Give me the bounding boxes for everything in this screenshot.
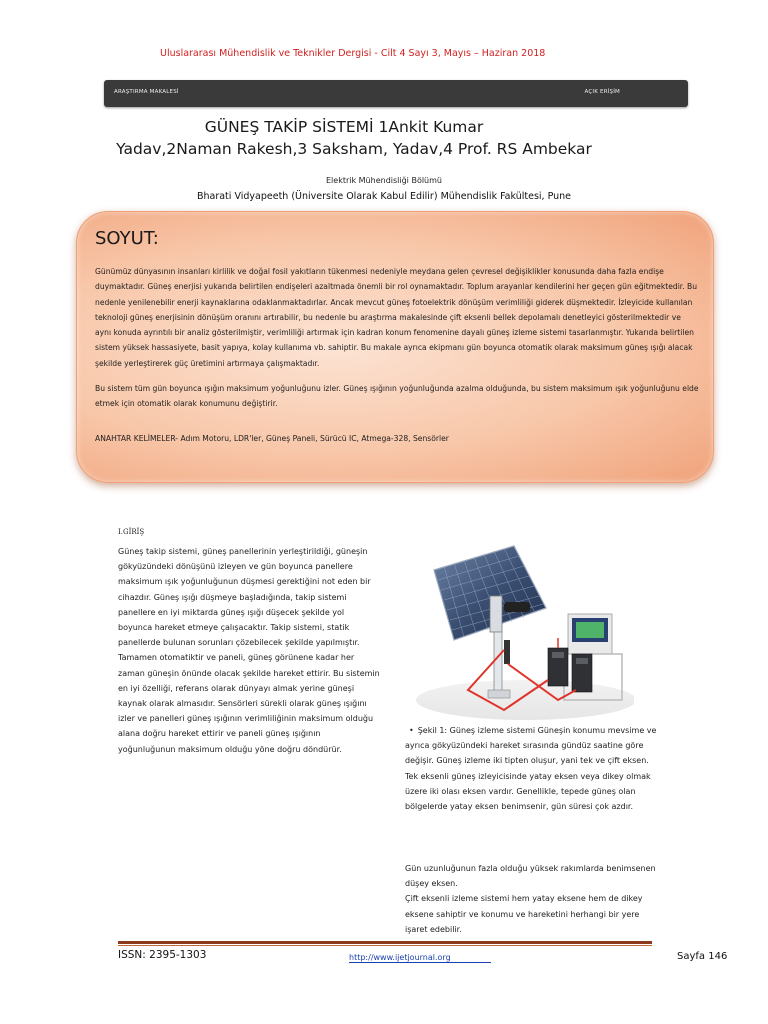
footer-issn: ISSN: 2395-1303 (118, 949, 207, 961)
right-column-paragraph (405, 861, 660, 937)
banner-research-article: ARAŞTIRMA MAKALESİ (114, 89, 179, 95)
department: Elektrik Mühendisliği Bölümü (326, 176, 442, 185)
abstract-paragraph-2: Bu sistem tüm gün boyunca ışığın maksimum yoğunluğunu izler. Güneş ışığının yoğunluğunda azalma olduğunda, bu sistem maksimum ışık yoğunluğunu elde etmek için otomatik olarak konumunu değiştirir. (95, 384, 699, 409)
right-paragraph-line-b: Çift eksenli izleme sistemi hem yatay eksene hem de dikey eksene sahiptir ve konumu ve hareketini herhangi bir yere işaret edebilir. (405, 894, 643, 934)
abstract-heading: SOYUT: (95, 228, 159, 249)
abstract-keywords: ANAHTAR KELİMELER- Adım Motoru, LDR'ler, Güneş Paneli, Sürücü IC, Atmega-328, Sensörler (95, 434, 449, 443)
section-heading-intro: I.GİRİŞ (118, 528, 145, 536)
solar-tracker-figure (408, 540, 634, 720)
figure-caption-text: Şekil 1: Güneş izleme sistemi Güneşin konumu mevsime ve ayrıca gökyüzündeki hareket sırasında gündüz saatine göre değişir. Güneş izleme iki tipten oluşur, yani tek ve çift eksen. Tek eksenli güneş izleyicisinde yatay eksen veya dikey olmak üzere iki olası eksen vardır. Genellikle, tepede güneş olan bölgelerde yatay eksen benimsenir, gün süresi çok azdır. (405, 726, 657, 812)
footer-rule-thin (118, 945, 652, 946)
footer-rule (118, 941, 652, 944)
abstract-box (76, 211, 714, 483)
footer-journal-link[interactable]: http://www.ijetjournal.org (349, 953, 491, 963)
article-banner (104, 80, 688, 107)
footer-page-number: Sayfa 146 (677, 951, 728, 962)
banner-open-access: AÇIK ERİŞİM (584, 89, 620, 95)
right-paragraph-line-a: Gün uzunluğunun fazla olduğu yüksek rakımlarda benimsenen düşey eksen. (405, 864, 656, 889)
figure-caption (405, 723, 660, 814)
solar-tracker-illustration (408, 540, 634, 720)
institution: Bharati Vidyapeeth (Üniversite Olarak Kabul Edilir) Mühendislik Fakültesi, Pune (196, 191, 572, 202)
journal-header: Uluslararası Mühendislik ve Teknikler Dergisi - Cilt 4 Sayı 3, Mayıs – Haziran 2018 (160, 48, 546, 59)
intro-body: Güneş takip sistemi, güneş panellerinin yerleştirildiği, güneşin gökyüzündeki dönüşünü izleyen ve gün boyunca panellere maksimum ışık yoğunluğunun düşmesi gerektiğini not eden bir cihazdır. Güneş ışığı düşmeye başladığında, takip sistemi panellere en iyi miktarda güneş ışığı düşecek şekilde yol boyunca hareket etmeye çalışacaktır. Takip sistemi, statik panellerde bulunan sorunları çözebilecek şekilde yapılmıştır. Tamamen otomatiktir ve paneli, güneş görünene kadar her zaman güneşin önünde olacak şekilde hareket ettirir. Bu sistemin en iyi özelliği, referans olarak dünyayı almak yerine güneşi kaynak olarak almasıdır. Sensörleri sürekli olarak güneş ışığını izler ve panelleri güneş ışığının verimliliğinin maksimum olduğu alana doğru hareket ettirir ve paneli güneş ışığının yoğunluğunun maksimum olduğu yöne doğru döndürür. (118, 547, 380, 754)
abstract-paragraph-1: Günümüz dünyasının insanları kirlilik ve doğal fosil yakıtların tükenmesi nedeniyle meydana gelen çevresel değişiklikler konusunda daha fazla endişe duymaktadır. Güneş enerjisi yukarıda belirtilen endişeleri azaltmada önemli bir rol oynamaktadır. Toplum arayanlar kendilerini her geçen gün eğitmektedir. Bu nedenle yenilenebilir enerji kaynaklarına odaklanmaktadırlar. Ancak mevcut güneş fotoelektrik dönüşüm verimliliği giderek düşmektedir. İzleyicide kullanılan teknoloji güneş enerjisinin dönüşüm oranını artırabilir, bu nedenle bu araştırma makalesinde çift eksenli bellek depolamalı denetleyici gösterilmektedir ve aynı konuda ayrıntılı bir analiz gösterilmiştir, verimliliği artırmak için kadran konum fenomenine dayalı güneş izleme sistemi tasarlanmıştır. Yukarıda belirtilen sistem yüksek hassasiyete, basit yapıya, kolay kullanıma vb. sahiptir. Bu makale ayrıca ekipmanı gün boyunca otomatik olarak maksimum güneş ışığı alacak şekilde yerleştirerek güç üretimini artırmaya çalışmaktadır. (95, 267, 698, 368)
paper-title-line2: Yadav,2Naman Rakesh,3 Saksham, Yadav,4 Prof. RS Ambekar (116, 140, 592, 158)
caption-bullet: • (409, 726, 414, 735)
paper-title-line1: GÜNEŞ TAKİP SİSTEMİ 1Ankit Kumar (204, 118, 484, 136)
